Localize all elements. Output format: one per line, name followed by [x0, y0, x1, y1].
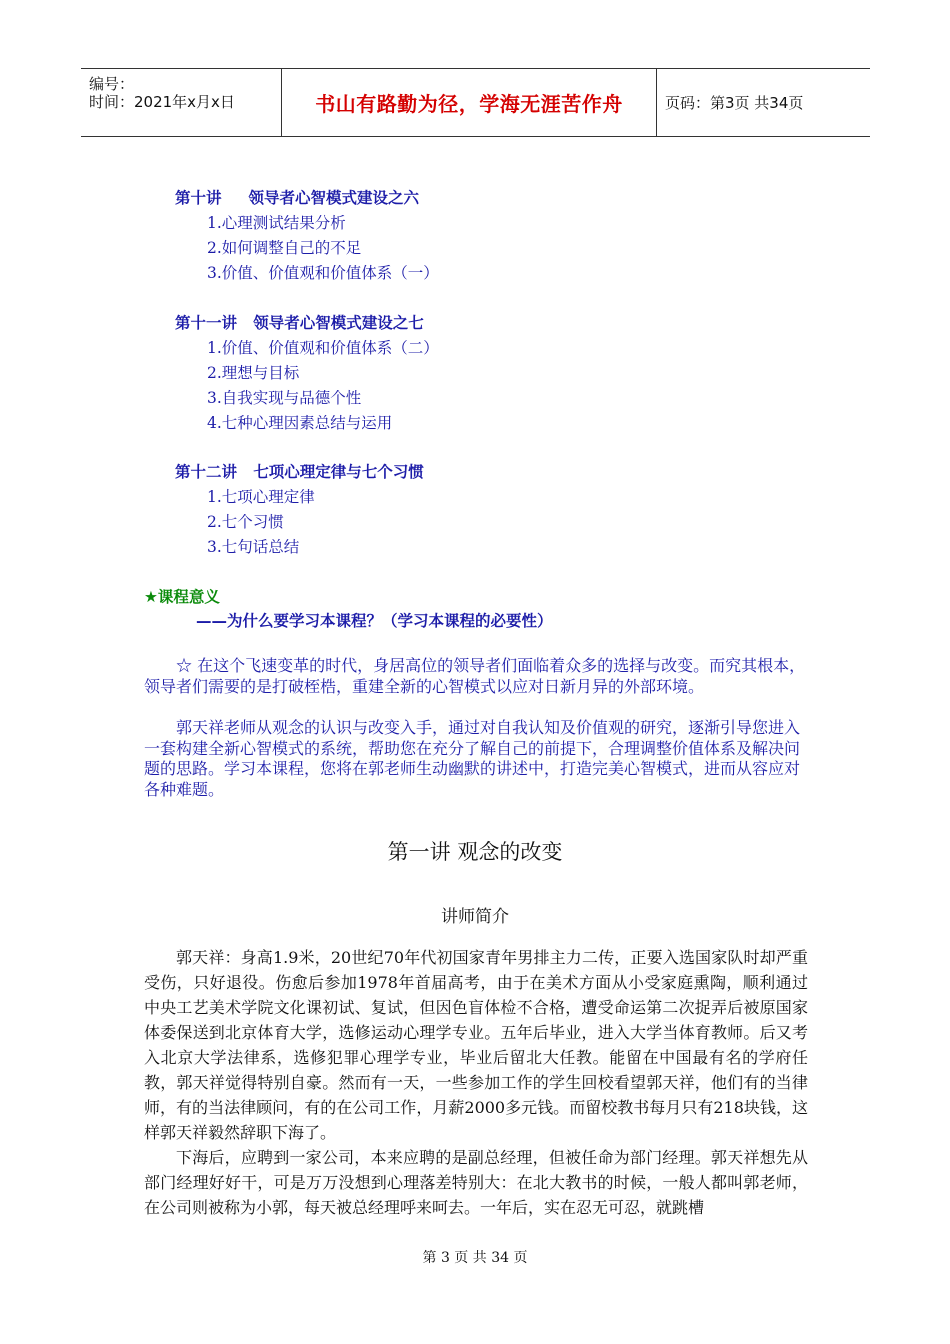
header-info-cell — [81, 69, 281, 136]
page-header — [81, 68, 870, 137]
header-motto: 书山有路勤为径，学海无涯苦作舟 — [281, 69, 657, 136]
lecture-1-title: 第一讲 观念的改变 — [387, 840, 563, 864]
lecture-11-title: 第十一讲 领导者心智模式建设之七 — [175, 314, 424, 332]
lecture-12-title: 第十二讲 七项心理定律与七个习惯 — [175, 463, 424, 481]
lecturer-bio-paragraph-1: 郭天祥：身高1.9米，20世纪70年代初国家青年男排主力二传，正要入选国家队时却严重受伤，只好退役。伤愈后参加1978年首届高考，由于在美术方面从小受家庭熏陶，顺利通过中央工艺美术学院文化课初试、复试，但因色盲体检不合格，遭受命运第二次捉弄后被原国家体委保送到北京体育大学，选修运动心理学专业。五年后毕业，进入大学当体育教师。后又考入北京大学法律系，选修犯罪心理学专业，毕业后留北大任教。能留在中国最有名的学府任教，郭天祥觉得特别自豪。然而有一天，一些参加工作的学生回校看望郭天祥，他们有的当律师，有的当法律顾问，有的在公司工作，月薪2000多元钱。而留校教书每月只有218块钱，这样郭天祥毅然辞职下海了。 — [144, 948, 808, 1142]
lecture-12-item-1: 1.七项心理定律 — [207, 488, 315, 506]
lecturer-intro-heading: 讲师简介 — [441, 907, 509, 927]
lecture-11-item-1: 1.价值、价值观和价值体系（二） — [207, 339, 439, 357]
significance-paragraph-1: ☆ 在这个飞速变革的时代，身居高位的领导者们面临着众多的选择与改变。而究其根本，领导者们需要的是打破桎梏，重建全新的心智模式以应对日新月异的外部环境。 — [144, 656, 806, 696]
lecture-10-item-1: 1.心理测试结果分析 — [207, 214, 346, 232]
time-label: 时间：2021年x月x日 — [89, 93, 235, 111]
lecture-11-item-2: 2.理想与目标 — [207, 364, 300, 382]
lecture-10-item-3: 3.价值、价值观和价值体系（一） — [207, 264, 439, 282]
significance-subheading: ——为什么要学习本课程？（学习本课程的必要性） — [196, 612, 553, 630]
lecture-10-item-2: 2.如何调整自己的不足 — [207, 239, 362, 257]
significance-heading: ★课程意义 — [144, 588, 220, 606]
lecture-11-item-3: 3.自我实现与品德个性 — [207, 389, 362, 407]
lecture-12-item-3: 3.七句话总结 — [207, 538, 300, 556]
lecturer-bio-paragraph-2: 下海后，应聘到一家公司，本来应聘的是副总经理，但被任命为部门经理。郭天祥想先从部门经理好好干，可是万万没想到心理落差特别大：在北大教书的时候，一般人都叫郭老师，在公司则被称为小郭，每天被总经理呼来呵去。一年后，实在忍无可忍，就跳槽 — [144, 1148, 808, 1217]
lecture-12-item-2: 2.七个习惯 — [207, 513, 284, 531]
lecture-10-title: 第十讲 领导者心智模式建设之六 — [175, 189, 419, 207]
significance-paragraph-2: 郭天祥老师从观念的认识与改变入手，通过对自我认知及价值观的研究，逐渐引导您进入一套构建全新心智模式的系统，帮助您在充分了解自己的前提下，合理调整价值体系及解决问题的思路。学习本课程，您将在郭老师生动幽默的讲述中，打造完美心智模式，进而从容应对各种难题。 — [144, 718, 801, 799]
header-page-label: 页码：第3页 共34页 — [665, 94, 804, 112]
number-label: 编号： — [89, 75, 135, 93]
page-footer: 第 3 页 共 34 页 — [422, 1250, 528, 1266]
lecture-11-item-4: 4.七种心理因素总结与运用 — [207, 414, 393, 432]
